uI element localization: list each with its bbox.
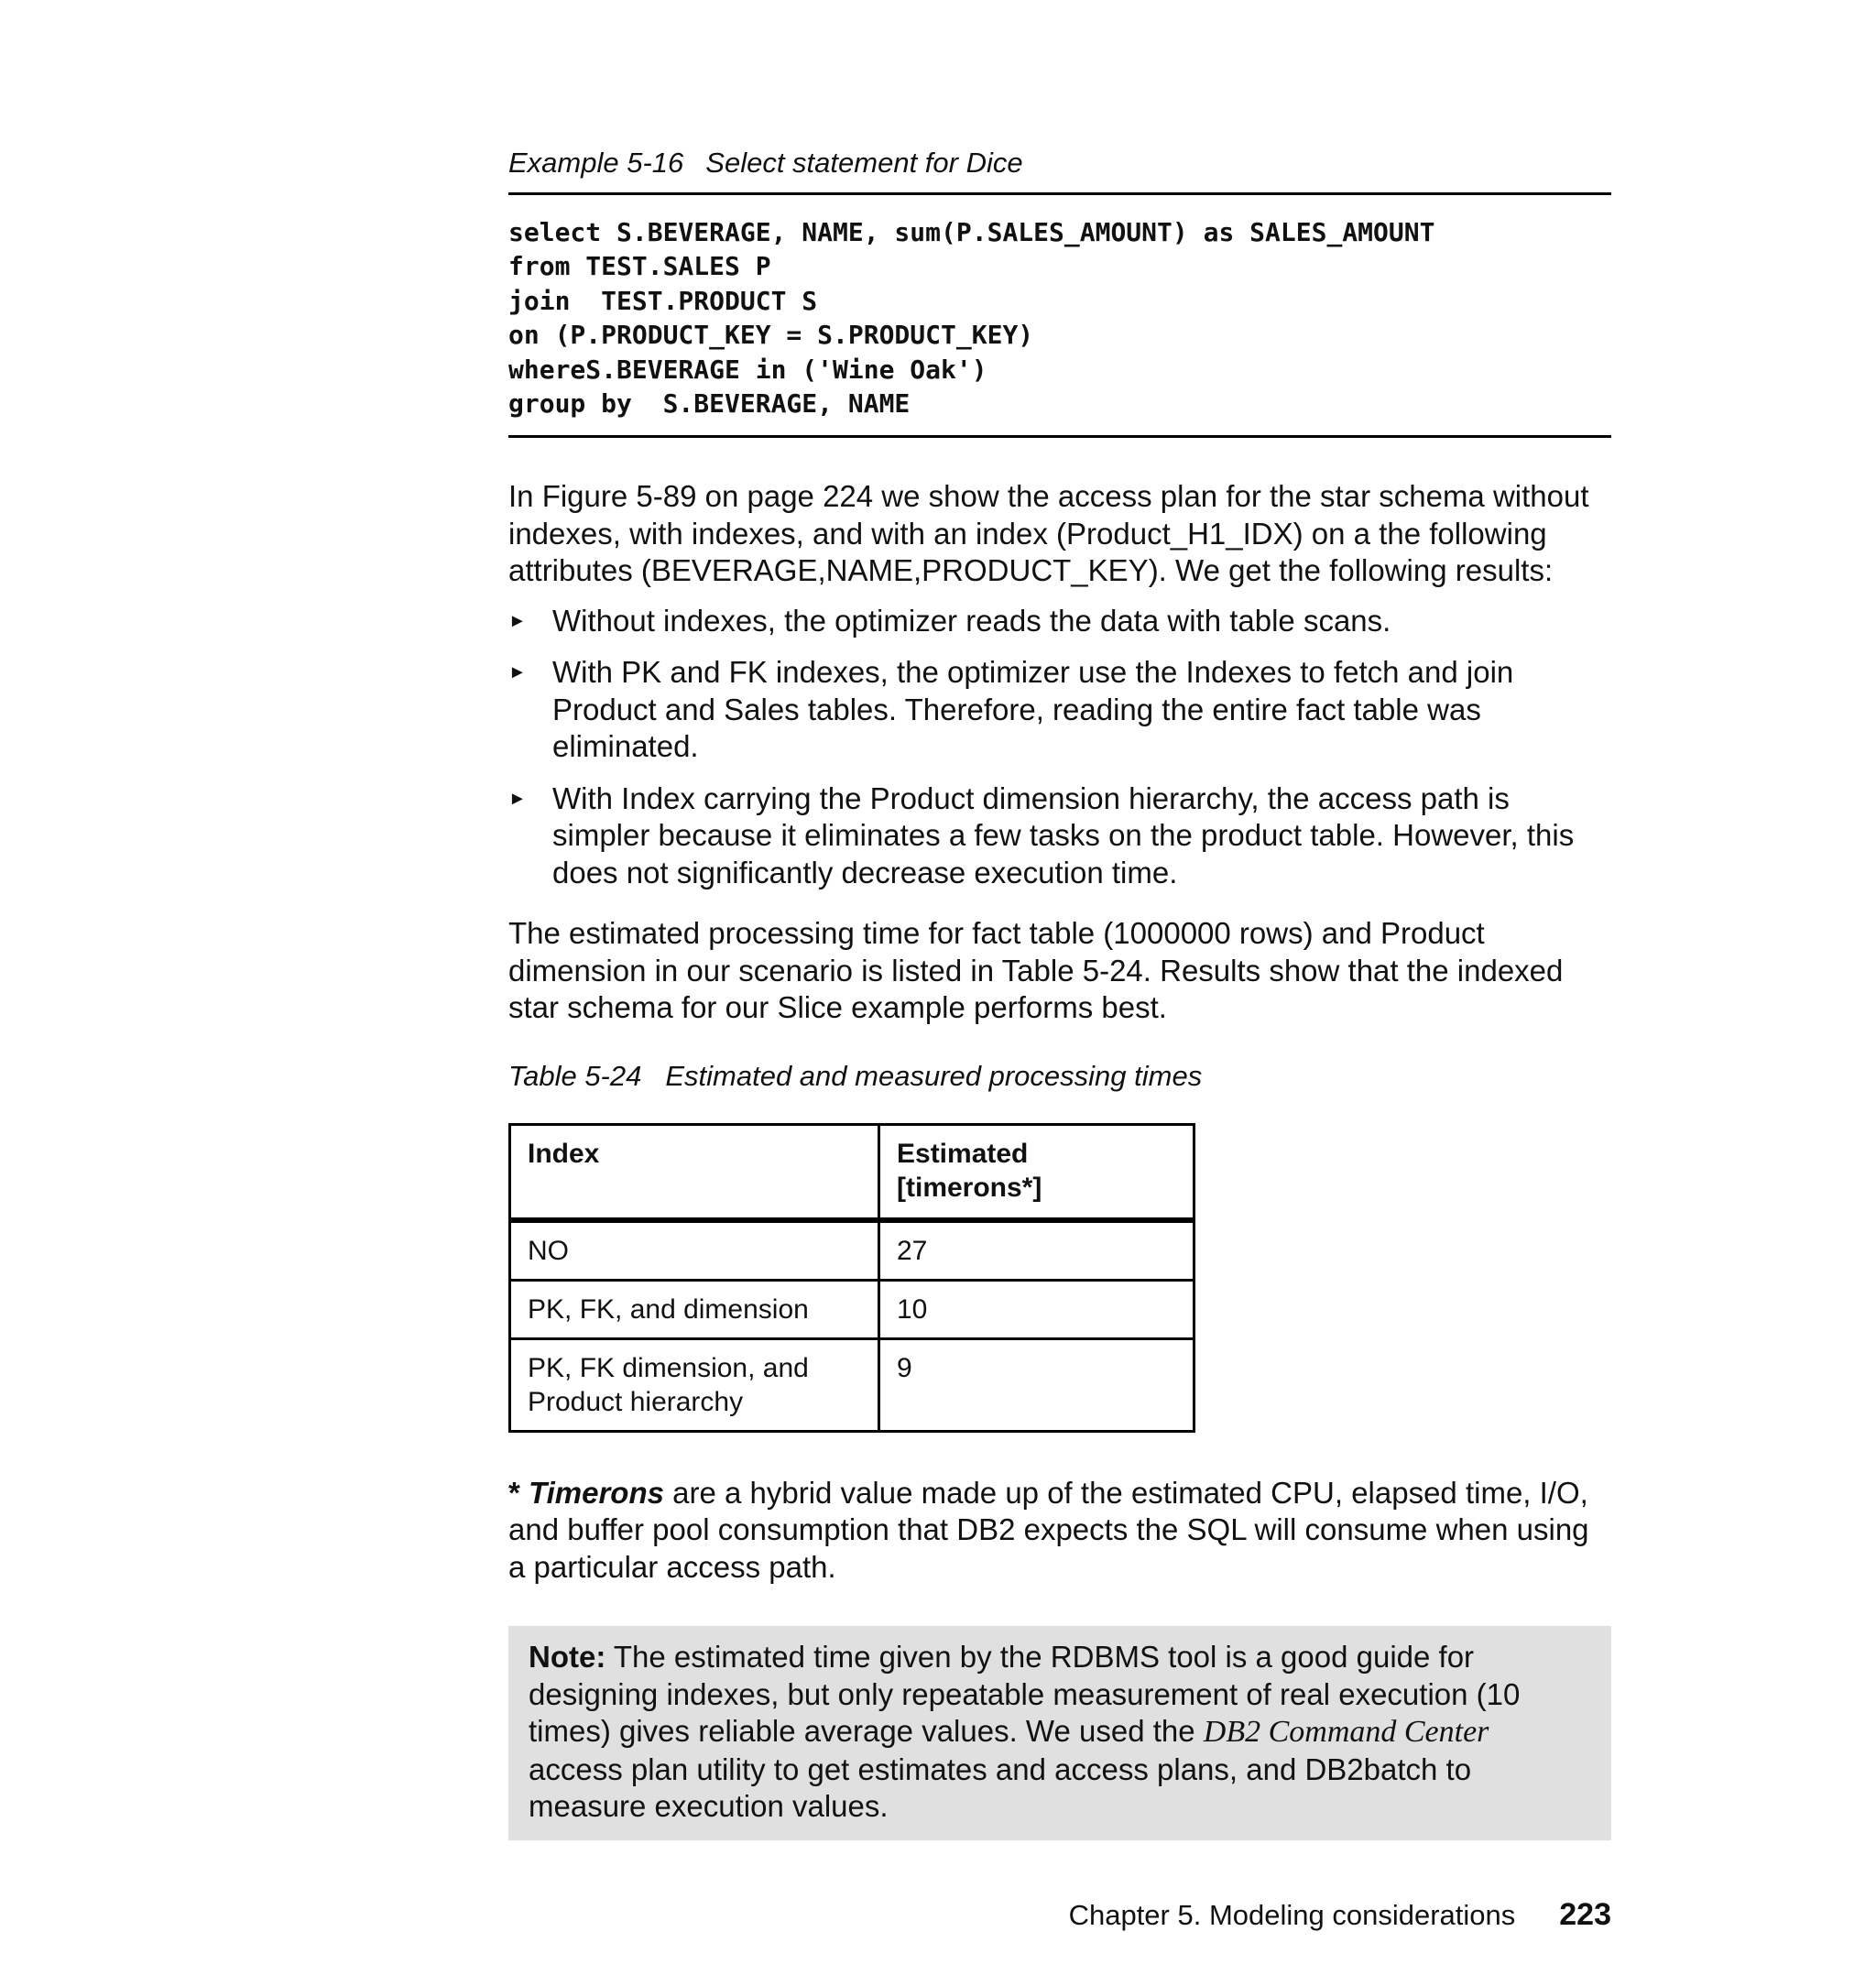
table-caption <box>508 1058 1611 1095</box>
footnote-text: are a hybrid value made up of the estimated CPU, elapsed time, I/O, and buffer pool consumption that DB2 expects the SQL will consume when using a particular access path. <box>508 1475 1589 1584</box>
footnote-marker: * <box>508 1475 520 1510</box>
results-list <box>508 603 1611 892</box>
list-item-text: With Index carrying the Product dimension hierarchy, the access path is simpler because it eliminates a few tasks on the product table. However, this does not significantly decrease execution time. <box>552 780 1575 889</box>
note-text-before: The estimated time given by the RDBMS tool is a good guide for designing indexes, but only repeatable measurement of real execution (10 times) gives reliable average values. We used the <box>529 1640 1521 1749</box>
example-number: Example 5-16 <box>508 147 684 179</box>
footer-chapter: Chapter 5. Modeling considerations <box>1068 1899 1516 1931</box>
processing-times-table <box>508 1123 1195 1433</box>
table-cell: PK, FK dimension, and Product hierarchy <box>510 1338 879 1431</box>
page-content <box>508 145 1611 1840</box>
code-line: from TEST.SALES P <box>508 251 771 282</box>
timerons-footnote <box>508 1475 1611 1587</box>
list-item <box>508 603 1611 640</box>
example-caption <box>508 145 1611 181</box>
note-box <box>508 1626 1611 1840</box>
example-title: Select statement for Dice <box>705 147 1023 179</box>
bullet-arrow-icon: ► <box>508 662 527 683</box>
column-header-estimated: Estimated [timerons*] <box>879 1124 1194 1220</box>
code-line: on (P.PRODUCT_KEY = S.PRODUCT_KEY) <box>508 320 1034 351</box>
table-header-row <box>510 1124 1194 1220</box>
code-line: join TEST.PRODUCT S <box>508 285 818 316</box>
bullet-arrow-icon: ► <box>508 788 527 809</box>
column-header-index: Index <box>510 1124 879 1220</box>
note-tool-name: DB2 Command Center <box>1203 1715 1489 1750</box>
list-item <box>508 654 1611 766</box>
table-cell: 9 <box>879 1338 1194 1431</box>
code-line: group by S.BEVERAGE, NAME <box>508 388 911 420</box>
note-text-after: access plan utility to get estimates and access plans, and DB2batch to measure execution values. <box>529 1751 1472 1824</box>
table-cell: 10 <box>879 1280 1194 1338</box>
code-line: whereS.BEVERAGE in ('Wine Oak') <box>508 354 987 385</box>
list-item <box>508 780 1611 892</box>
estimate-paragraph: The estimated processing time for fact table (1000000 rows) and Product dimension in our scenario is listed in Table 5-24. Results show that the indexed star schema for our Slice example performs best. <box>508 916 1564 1025</box>
table-row <box>510 1220 1194 1281</box>
list-item-text: Without indexes, the optimizer reads the data with table scans. <box>552 603 1391 638</box>
table-title: Estimated and measured processing times <box>665 1059 1203 1092</box>
code-block <box>508 192 1611 438</box>
table-cell: 27 <box>879 1220 1194 1281</box>
bullet-arrow-icon: ► <box>508 610 527 631</box>
note-label: Note: <box>529 1640 606 1675</box>
list-item-text: With PK and FK indexes, the optimizer use the Indexes to fetch and join Product and Sales tables. Therefore, reading the entire fact table was eliminated. <box>552 655 1514 764</box>
table-number: Table 5-24 <box>508 1059 642 1092</box>
footnote-term: Timerons <box>529 1475 664 1510</box>
code-line: select S.BEVERAGE, NAME, sum(P.SALES_AMOUNT) as SALES_AMOUNT <box>508 217 1435 247</box>
intro-paragraph: In Figure 5-89 on page 224 we show the access plan for the star schema without indexes, with indexes, and with an index (Product_H1_IDX) on a the following attributes (BEVERAGE,NAME,PRODUCT_KEY). We get the following results: <box>508 479 1589 588</box>
table-cell: NO <box>510 1220 879 1281</box>
table-row <box>510 1280 1194 1338</box>
table-cell: PK, FK, and dimension <box>510 1280 879 1338</box>
page-footer <box>508 1896 1611 1934</box>
table-row <box>510 1338 1194 1431</box>
page-number: 223 <box>1559 1897 1611 1932</box>
